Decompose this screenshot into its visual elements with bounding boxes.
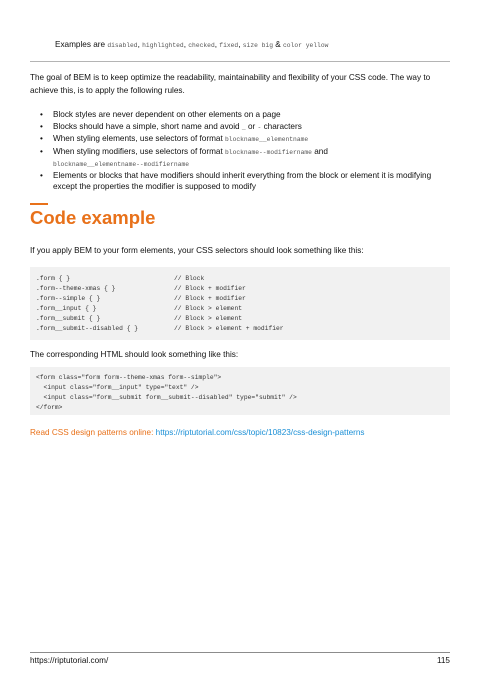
ampersand: & [275, 40, 281, 49]
code-selector: .form__input { } [36, 305, 97, 312]
format-code: blockname--modifiername [225, 148, 312, 156]
code-selector: .form { } [36, 275, 71, 282]
code-comment: // Block + modifier [174, 295, 246, 302]
examples-prefix: Examples are [55, 40, 106, 49]
css-code-block [30, 267, 450, 340]
example-value-highlighted: highlighted [142, 42, 184, 49]
read-more-line [30, 428, 365, 437]
rule-item [30, 146, 450, 170]
comma: , [238, 40, 241, 49]
code-comment: // Block > element + modifier [174, 325, 284, 332]
rule-text: Block styles are never dependent on other elements on a page [53, 110, 281, 119]
format-code: blockname__elementname [225, 136, 309, 143]
rule-item [30, 121, 450, 133]
section-heading: Code example [30, 207, 156, 228]
code-comment: // Block [174, 275, 205, 282]
hyphen-char: - [257, 123, 262, 131]
rule-text: When styling modifiers, use selectors of format [53, 146, 223, 156]
footer-divider [30, 652, 450, 653]
comma: , [137, 40, 140, 49]
code-selector: .form__submit { } [36, 315, 101, 322]
code-line: <input class="form__input" type="text" /> [36, 384, 199, 391]
code-comment: // Block > element [174, 305, 243, 312]
rule-text: or [247, 121, 256, 131]
html-paragraph: The corresponding HTML should look something like this: [30, 350, 239, 359]
code-selector: .form__submit--disabled { } [36, 325, 139, 332]
rule-text: Elements or blocks that have modifiers should inherit everything from the block or element it is modifying except the properties the modifier is supposed to modify [53, 171, 432, 191]
example-value-size-big: size big [242, 42, 273, 49]
underscore-char: _ [241, 123, 246, 131]
example-value-checked: checked [188, 42, 215, 49]
footer-url[interactable]: https://riptutorial.com/ [30, 656, 109, 665]
rules-list [30, 109, 450, 193]
rule-text: Blocks should have a simple, short name and avoid [53, 121, 240, 131]
example-value-color-yellow: color yellow [283, 42, 329, 49]
html-code-block [30, 367, 450, 415]
rule-text: characters [263, 121, 302, 131]
code-comment: // Block + modifier [174, 285, 246, 292]
section-divider [30, 61, 450, 62]
rule-item [30, 170, 450, 192]
format-code: blockname__elementname--modifiername [53, 160, 190, 168]
example-value-fixed: fixed [219, 42, 239, 49]
code-line: <input class="form__submit form__submit--disabled" type="submit" /> [36, 394, 297, 401]
code-selector: .form--simple { } [36, 295, 101, 302]
code-selector: .form--theme-xmas { } [36, 285, 116, 292]
intro-paragraph: The goal of BEM is to keep optimize the readability, maintainability and flexibility of your CSS code. The way to achieve this, is to apply the following rules. [30, 73, 431, 95]
example-value-disabled: disabled [107, 42, 138, 49]
code-line: </form> [36, 404, 63, 411]
heading-accent-bar [30, 203, 48, 205]
examples-line [55, 40, 328, 49]
code-comment: // Block > element [174, 315, 243, 322]
page-number: 115 [436, 656, 450, 665]
read-more-link[interactable]: https://riptutorial.com/css/topic/10823/css-design-patterns [155, 428, 365, 437]
comma: , [214, 40, 218, 49]
selectors-paragraph: If you apply BEM to your form elements, your CSS selectors should look something like this: [30, 246, 364, 255]
code-line: <form class="form form--theme-xmas form--simple"> [36, 374, 222, 381]
rule-text: When styling elements, use selectors of format [53, 134, 223, 143]
read-more-label: Read CSS design patterns online: [30, 428, 154, 437]
rule-item [30, 133, 450, 145]
rule-item [30, 109, 450, 120]
comma: , [183, 40, 186, 49]
rule-text: and [314, 146, 328, 156]
